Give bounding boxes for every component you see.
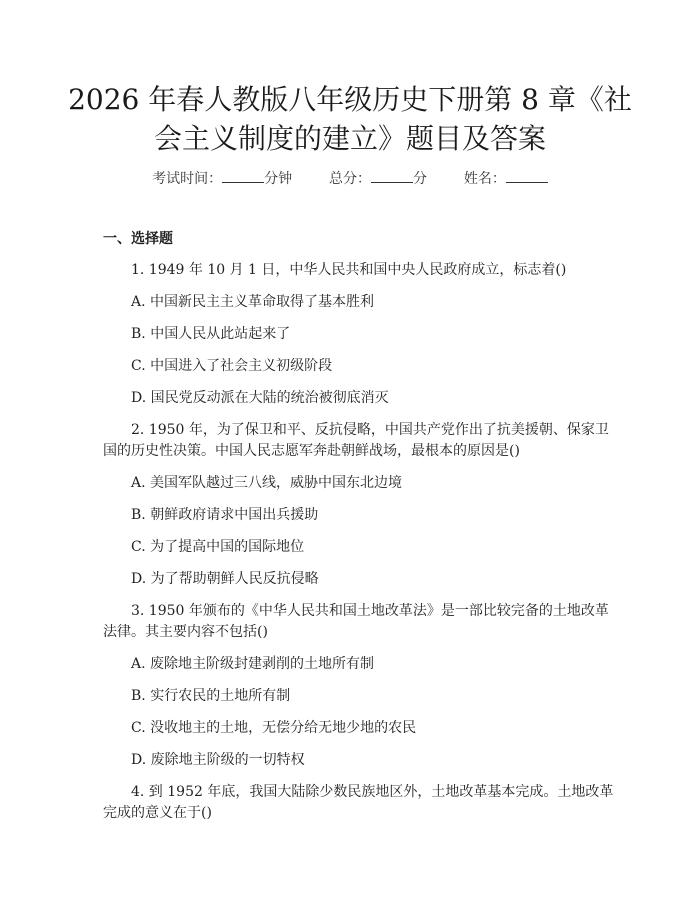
question-3-option-c: C. 没收地主的土地，无偿分给无地少地的农民 — [131, 720, 417, 736]
question-2-option-a: A. 美国军队越过三八线，威胁中国东北边境 — [131, 475, 403, 491]
question-2-stem-continued: 国的历史性决策。中国人民志愿军奔赴朝鲜战场，最根本的原因是() — [103, 443, 520, 459]
question-3-option-d: D. 废除地主阶级的一切特权 — [131, 752, 305, 768]
question-3-option-b: B. 实行农民的土地所有制 — [131, 688, 291, 704]
document-title-line-1: 2026 年春人教版八年级历史下册第 8 章《社 — [68, 83, 632, 116]
exam-name-label: 姓名： — [463, 171, 506, 187]
exam-name-blank — [506, 168, 548, 183]
question-3-stem: 3. 1950 年颁布的《中华人民共和国土地改革法》是一部比较完备的土地改革 — [131, 603, 609, 619]
exam-meta — [0, 168, 700, 189]
question-2-option-c: C. 为了提高中国的国际地位 — [131, 539, 305, 555]
question-2-option-b: B. 朝鲜政府请求中国出兵援助 — [131, 507, 319, 523]
question-1-option-a: A. 中国新民主主义革命取得了基本胜利 — [131, 294, 375, 310]
question-4-stem-continued: 完成的意义在于() — [103, 805, 212, 821]
question-3-stem-continued: 法律。其主要内容不包括() — [103, 624, 268, 640]
question-2-option-d: D. 为了帮助朝鲜人民反抗侵略 — [131, 571, 319, 587]
question-4-stem: 4. 到 1952 年底，我国大陆除少数民族地区外，土地改革基本完成。土地改革 — [131, 784, 614, 800]
question-1-option-b: B. 中国人民从此站起来了 — [131, 326, 291, 342]
exam-time-blank — [222, 168, 264, 183]
exam-score-unit: 分 — [413, 171, 427, 187]
document-title-line-2: 会主义制度的建立》题目及答案 — [153, 122, 546, 155]
question-1-stem: 1. 1949 年 10 月 1 日，中华人民共和国中央人民政府成立，标志着() — [131, 262, 567, 278]
question-2-stem: 2. 1950 年，为了保卫和平、反抗侵略，中国共产党作出了抗美援朝、保家卫 — [131, 422, 609, 438]
question-3-option-a: A. 废除地主阶级封建剥削的土地所有制 — [131, 656, 375, 672]
exam-time-unit: 分钟 — [264, 171, 293, 187]
question-1-option-c: C. 中国进入了社会主义初级阶段 — [131, 358, 333, 374]
question-1-option-d: D. 国民党反动派在大陆的统治被彻底消灭 — [131, 390, 389, 406]
exam-time-label: 考试时间： — [152, 171, 223, 187]
section-heading: 一、选择题 — [103, 231, 173, 247]
exam-score-label: 总分： — [329, 171, 371, 187]
exam-score-blank — [371, 168, 413, 183]
